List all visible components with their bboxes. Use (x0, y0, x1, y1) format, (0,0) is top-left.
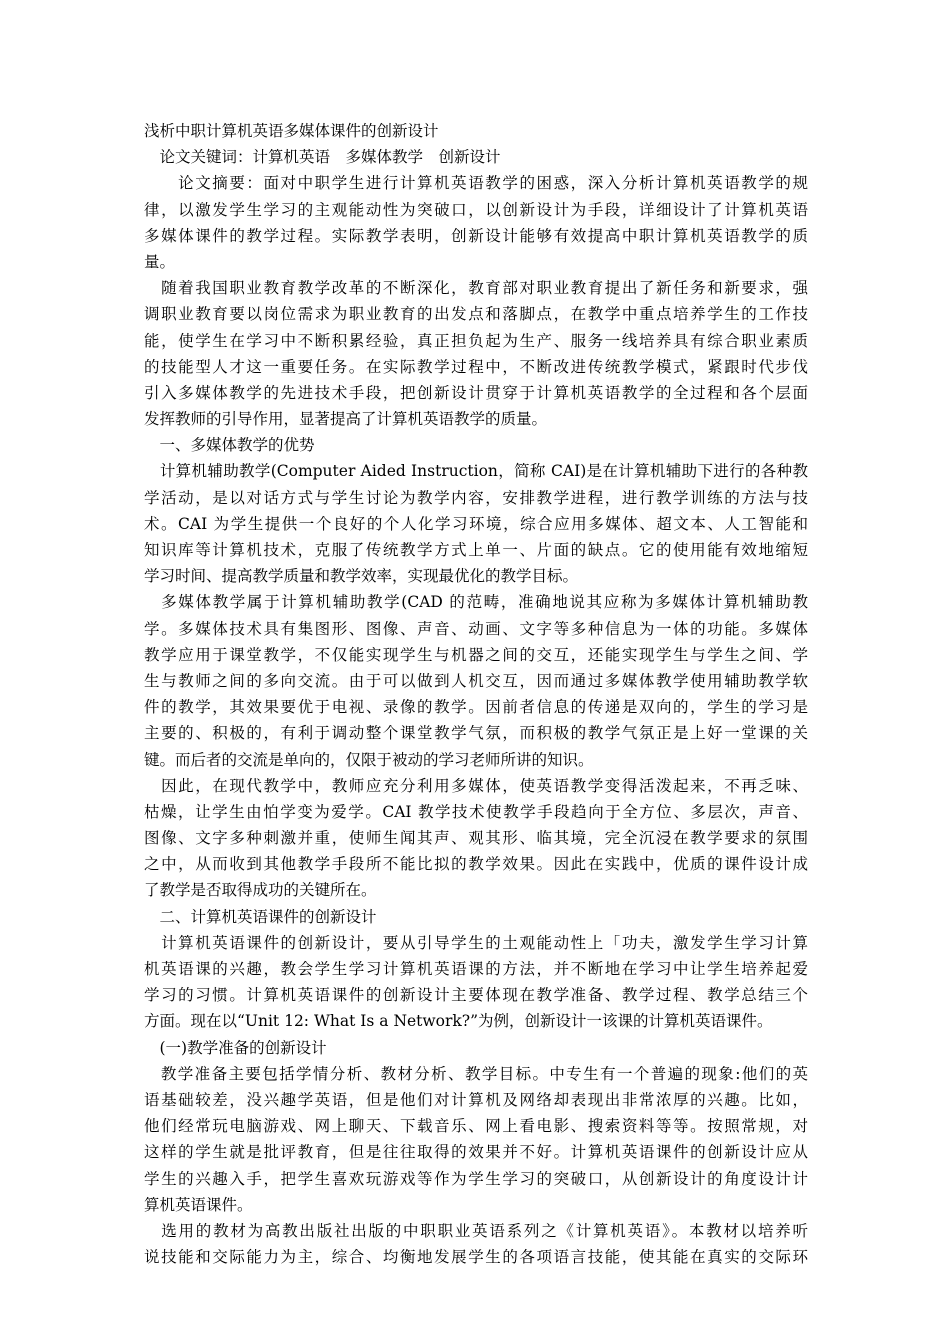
text-line: 教学准备主要包括学情分析、教材分析、教学目标。中专生有一个普遍的现象:他们的英 (144, 1064, 808, 1083)
text-line: 了教学是否取得成功的关键所在。 (144, 881, 377, 900)
text-line: 知识库等计算机技术，克服了传统教学方式上单一、片面的缺点。它的使用能有效地缩短 (144, 541, 808, 559)
text-line: 他们经常玩电脑游戏、网上聊天、下载音乐、网上看电影、搜索资料等等。按照常规，对 (144, 1117, 808, 1136)
text-line: 论文摘要：面对中职学生进行计算机英语教学的困惑，深入分析计算机英语教学的规 (144, 174, 808, 193)
text-line: 之中，从而收到其他教学手段所不能比拟的教学效果。因此在实践中，优质的课件设计成 (144, 855, 808, 874)
text-line: 学活动，是以对话方式与学生讨论为教学内容，安排教学进程，进行教学训练的方法与技 (144, 488, 808, 507)
text-line: 学习的习惯。计算机英语课件的创新设计主要体现在教学准备、教学过程、教学总结三个 (144, 986, 808, 1005)
text-line: 这样的学生就是批评教育，但是往往取得的效果并不好。计算机英语课件的创新设计应从 (144, 1143, 808, 1162)
text-line: 调职业教育要以岗位需求为职业教育的出发点和落脚点，在教学中重点培养学生的工作技 (144, 305, 808, 324)
text-line: 术。CAI 为学生提供一个良好的个人化学习环境，综合应用多媒体、超文本、人工智能和 (144, 514, 808, 533)
paragraph-lines (144, 144, 808, 1270)
text-line: 键。而后者的交流是单向的，仅限于被动的学习老师所讲的知识。 (144, 750, 594, 769)
text-line: 生与教师之间的多向交流。由于可以做到人机交互，因而通过多媒体教学使用辅助教学软 (144, 671, 808, 690)
text-line: 发挥教师的引导作用，显著提高了计算机英语教学的质量。 (144, 410, 548, 429)
text-line: 教学应用于课堂教学，不仅能实现学生与机器之间的交互，还能实现学生与学生之间、学 (144, 645, 808, 664)
text-line: 语基础较差，没兴趣学英语，但是他们对计算机及网络却表现出非常浓厚的兴趣。比如， (144, 1090, 808, 1109)
text-line: 说技能和交际能力为主，综合、均衡地发展学生的各项语言技能，使其能在真实的交际环 (144, 1248, 808, 1267)
text-line: 枯燥，让学生由怕学变为爱学。CAI 教学技术使教学手段趋向于全方位、多层次，声音、 (144, 802, 808, 821)
document-body (144, 118, 808, 1270)
text-line: 能，使学生在学习中不断积累经验，真正担负起为生产、服务一线培养具有综合职业素质 (144, 331, 808, 350)
text-line: 学。多媒体技术具有集图形、图像、声音、动画、文字等多种信息为一体的功能。多媒体 (144, 619, 808, 638)
text-line: 一、多媒体教学的优势 (144, 436, 315, 455)
text-line: 多媒体教学属于计算机辅助教学(CAD 的范畴，准确地说其应称为多媒体计算机辅助教 (144, 593, 808, 612)
text-line: 因此，在现代教学中，教师应充分利用多媒体，使英语教学变得活泼起来，不再乏味、 (144, 776, 808, 795)
text-line: 方面。现在以“Unit 12: What Is a Network?”为例，创新设计一该课的计算机英语课件。 (144, 1012, 773, 1031)
document-title: 浅析中职计算机英语多媒体课件的创新设计 (144, 122, 439, 140)
text-line: 图像、文字多种刺激并重，使师生闻其声、观其形、临其境，完全沉浸在教学要求的氛围 (144, 829, 808, 848)
text-line: 机英语课的兴趣，教会学生学习计算机英语课的方法，并不断地在学习中让学生培养起爱 (144, 960, 808, 978)
text-line: 二、计算机英语课件的创新设计 (144, 907, 377, 926)
text-line: (一)教学准备的创新设计 (144, 1038, 327, 1057)
text-line: 论文关键词：计算机英语 多媒体教学 创新设计 (144, 148, 501, 167)
text-line: 学习时间、提高教学质量和教学效率，实现最优化的教学目标。 (144, 567, 579, 586)
text-line: 随着我国职业教育教学改革的不断深化，教育部对职业教育提出了新任务和新要求，强 (144, 279, 808, 298)
text-line: 多媒体课件的教学过程。实际教学表明，创新设计能够有效提高中职计算机英语教学的质 (144, 226, 808, 245)
text-line: 计算机辅助教学(Computer Aided Instruction，简称 CAI)是在计算机辅助下进行的各种教 (144, 462, 808, 481)
text-line: 学生的兴趣入手，把学生喜欢玩游戏等作为学生学习的突破口，从创新设计的角度设计计 (144, 1169, 808, 1188)
text-line: 律，以激发学生学习的主观能动性为突破口，以创新设计为手段，详细设计了计算机英语 (144, 200, 808, 219)
text-line: 选用的教材为高教出版社出版的中职职业英语系列之《计算机英语》。本教材以培养听 (144, 1221, 808, 1240)
text-line: 引入多媒体教学的先进技术手段，把创新设计贯穿于计算机英语教学的全过程和各个层面 (144, 383, 808, 402)
text-line: 算机英语课件。 (144, 1195, 253, 1214)
text-line: 件的教学，其效果要优于电视、录像的教学。因前者信息的传递是双向的，学生的学习是 (144, 698, 808, 717)
text-line: 的技能型人才这一重要任务。在实际教学过程中，不断改进传统教学模式，紧跟时代步伐 (144, 357, 808, 376)
text-line: 计算机英语课件的创新设计，要从引导学生的土观能动性上「功夫，激发学生学习计算 (144, 933, 808, 952)
text-line: 主要的、积极的，有利于调动整个课堂教学气氛，而积极的教学气氛正是上好一堂课的关 (144, 724, 808, 743)
text-line: 量。 (144, 252, 176, 271)
